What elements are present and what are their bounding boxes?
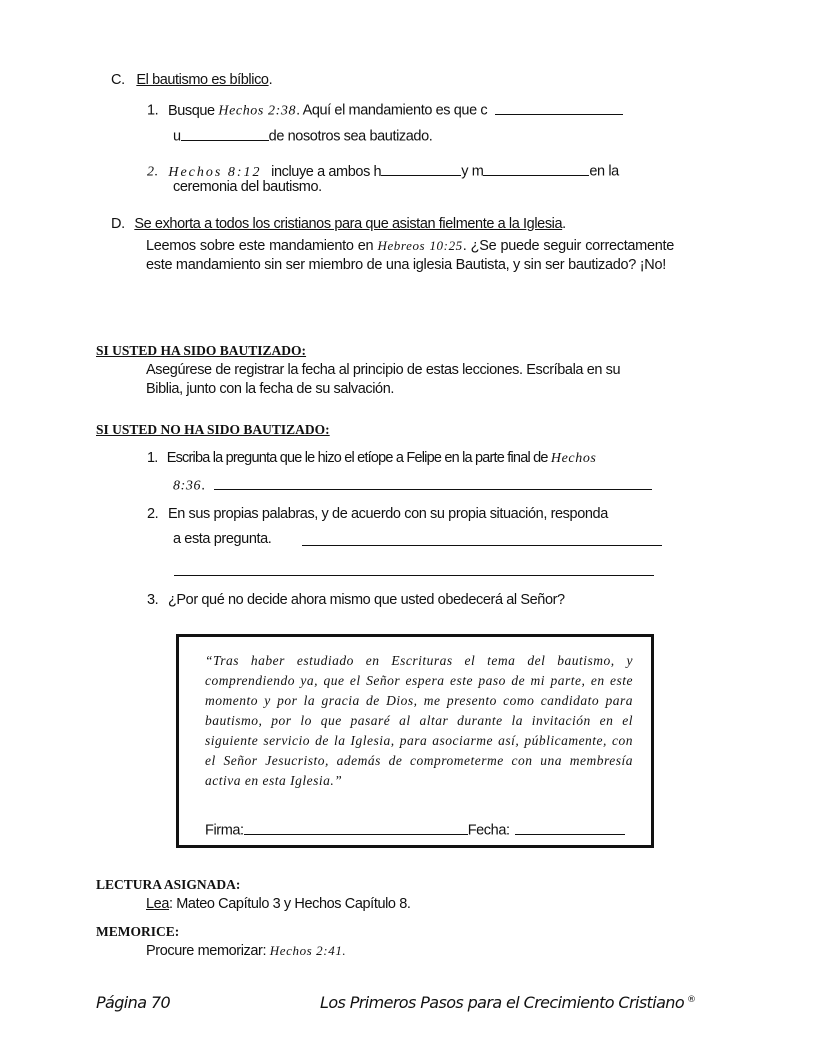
item-nb1-line2: 8:36.	[173, 474, 652, 495]
item-number: 2.	[147, 164, 159, 180]
date-field[interactable]	[515, 819, 625, 835]
item-nb1-line1: 1. Escriba la pregunta que le hizo el etíope a Felipe en la parte final de Hechos	[147, 450, 597, 466]
page-number: Página 70	[96, 993, 171, 1012]
not-baptized-heading: SI USTED NO HA SIDO BAUTIZADO:	[96, 422, 330, 437]
item-c2-line2: ceremonia del bautismo.	[173, 179, 322, 195]
baptized-line2: Biblia, junto con la fecha de su salvación.	[146, 381, 394, 397]
answer-blank[interactable]	[181, 125, 269, 141]
answer-blank[interactable]	[483, 160, 589, 176]
signature-field[interactable]	[244, 819, 468, 835]
section-d-body: Leemos sobre este mandamiento en Hebreos 10:25. ¿Se puede seguir correctamente este mandamiento sin ser miembro de una iglesia Bautista, y sin ser bautizado? ¡No!	[146, 238, 674, 273]
date-label: Fecha:	[467, 822, 510, 839]
reading-text: Lea: Mateo Capítulo 3 y Hechos Capítulo 8.	[146, 896, 411, 912]
scripture-reference: Hechos	[550, 451, 597, 466]
baptized-heading: SI USTED HA SIDO BAUTIZADO:	[96, 343, 307, 358]
commitment-quote: “Tras haber estudiado en Escrituras el tema del bautismo, y comprendiendo ya, que el Señor espera este paso de mi parte, en este momento y por la gracia de Dios, me presento como candidato para bautismo, por lo que pasaré al altar durante la invitación en el siguiente servicio de la Iglesia, para asociarme así, públicamente, con el Señor Jesucristo, además de comprometerme con una membresía activa en esta Iglesia.”	[205, 653, 633, 788]
memorize-text: Procure memorizar: Hechos 2:41.	[146, 943, 347, 959]
section-c-heading: C. El bautismo es bíblico.	[111, 72, 273, 88]
registered-mark: ®	[687, 994, 696, 1005]
scripture-reference: Hechos 8:12	[168, 164, 262, 180]
section-title: El bautismo es bíblico	[136, 72, 269, 88]
commitment-box	[176, 634, 654, 848]
answer-line[interactable]	[174, 575, 654, 576]
answer-blank[interactable]	[381, 160, 461, 176]
signature-label: Firma:	[205, 822, 244, 839]
item-nb2-line2: a esta pregunta.	[173, 531, 272, 547]
scripture-reference: Hebreos 10:25	[377, 238, 463, 253]
scripture-reference: Hechos 2:38	[218, 103, 297, 119]
memorize-heading: MEMORICE:	[96, 924, 180, 939]
item-c2-line1: 2. Hechos 8:12 incluye a ambos h y m en la	[147, 160, 619, 181]
item-number: 1.	[147, 450, 158, 466]
answer-line[interactable]	[214, 474, 652, 490]
baptized-line1: Asegúrese de registrar la fecha al principio de estas lecciones. Escríbala en su	[146, 362, 621, 378]
answer-line[interactable]	[302, 545, 662, 546]
item-nb3: 3. ¿Por qué no decide ahora mismo que usted obedecerá al Señor?	[147, 592, 565, 608]
item-number: 2.	[147, 506, 159, 522]
section-title: Se exhorta a todos los cristianos para que asistan fielmente a la Iglesia	[134, 216, 563, 232]
item-number: 3.	[147, 592, 159, 608]
section-d-heading: D. Se exhorta a todos los cristianos para que asistan fielmente a la Iglesia.	[111, 216, 566, 232]
section-letter: D.	[111, 216, 125, 232]
answer-blank[interactable]	[495, 99, 623, 115]
scripture-reference: 8:36	[173, 478, 202, 494]
scripture-reference: Hechos 2:41.	[269, 943, 347, 958]
item-nb2-line1: 2. En sus propias palabras, y de acuerdo con su propia situación, responda	[147, 506, 608, 522]
reading-heading: LECTURA ASIGNADA:	[96, 877, 241, 892]
signature-row	[205, 819, 625, 839]
item-c1-line2: u de nosotros sea bautizado.	[173, 125, 432, 145]
book-title: Los Primeros Pasos para el Crecimiento Cristiano ®	[320, 993, 696, 1012]
item-c1-line1: 1. Busque Hechos 2:38. Aquí el mandamiento es que c	[147, 99, 623, 120]
item-number: 1.	[147, 102, 159, 119]
section-letter: C.	[111, 72, 125, 88]
